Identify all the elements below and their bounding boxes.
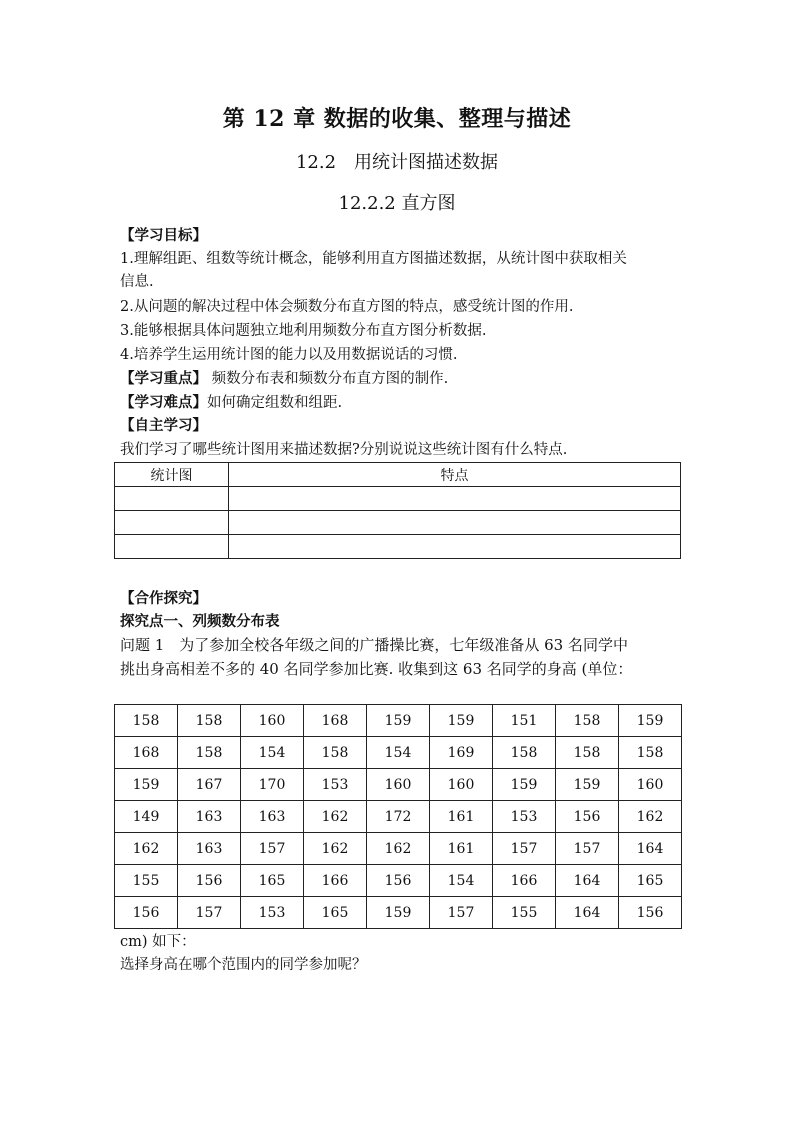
- problem-line: 挑出身高相差不多的 40 名同学参加比赛. 收集到这 63 名同学的身高 (单位：: [120, 660, 633, 678]
- table-row: [115, 487, 681, 511]
- key-point: [120, 368, 690, 390]
- height-cell: 160: [430, 769, 493, 801]
- subsection-title: 12.2.2 直方图: [338, 193, 456, 214]
- goal-item: 3.能够根据具体问题独立地利用频数分布直方图分析数据.: [120, 323, 487, 339]
- height-cell: 159: [367, 897, 430, 929]
- table-cell[interactable]: [115, 535, 229, 559]
- height-cell: 156: [178, 865, 241, 897]
- height-cell: 168: [304, 705, 367, 737]
- goal-item: 4.培养学生运用统计图的能力以及用数据说话的习惯.: [120, 347, 458, 363]
- height-cell: 166: [493, 865, 556, 897]
- height-cell: 156: [556, 801, 619, 833]
- problem-line: 问题 1 为了参加全校各年级之间的广播操比赛，七年级准备从 63 名同学中: [120, 636, 628, 654]
- goal-item: 1.理解组距、组数等统计概念，能够利用直方图描述数据，从统计图中获取相关: [120, 251, 627, 267]
- height-cell: 162: [367, 833, 430, 865]
- table-row: [115, 833, 682, 865]
- height-cell: 158: [556, 737, 619, 769]
- height-cell: 160: [619, 769, 682, 801]
- height-cell: 163: [178, 801, 241, 833]
- height-cell: 163: [241, 801, 304, 833]
- cooperation-heading: 【合作探究】: [120, 590, 207, 607]
- height-cell: 165: [304, 897, 367, 929]
- table-row: [115, 865, 682, 897]
- table-row: [115, 769, 682, 801]
- height-cell: 158: [178, 705, 241, 737]
- table-row: [115, 535, 681, 559]
- height-cell: 159: [619, 705, 682, 737]
- height-cell: 159: [493, 769, 556, 801]
- height-cell: 161: [430, 801, 493, 833]
- table-cell[interactable]: [115, 511, 229, 535]
- difficulty-label: 【学习难点】: [120, 394, 207, 411]
- table-cell[interactable]: [229, 535, 681, 559]
- height-cell: 158: [556, 705, 619, 737]
- table-header: 统计图: [115, 463, 229, 487]
- goals-heading: 【学习目标】: [120, 227, 207, 244]
- height-cell: 159: [430, 705, 493, 737]
- height-cell: 169: [430, 737, 493, 769]
- height-cell: 157: [430, 897, 493, 929]
- table-row: [115, 511, 681, 535]
- table-row: [115, 705, 682, 737]
- height-cell: 168: [115, 737, 178, 769]
- height-cell: 154: [430, 865, 493, 897]
- height-cell: 162: [619, 801, 682, 833]
- difficulty-text: 如何确定组数和组距.: [207, 395, 343, 411]
- self-study-heading: 【自主学习】: [120, 417, 207, 434]
- goal-item: 信息.: [120, 274, 154, 290]
- height-cell: 165: [619, 865, 682, 897]
- table-cell[interactable]: [229, 487, 681, 511]
- difficulty: [120, 392, 690, 414]
- height-cell: 153: [493, 801, 556, 833]
- height-cell: 154: [241, 737, 304, 769]
- height-cell: 154: [367, 737, 430, 769]
- table-row: [115, 801, 682, 833]
- height-cell: 156: [367, 865, 430, 897]
- unit-note: cm) 如下：: [120, 934, 196, 950]
- height-cell: 159: [367, 705, 430, 737]
- key-point-text: 频数分布表和频数分布直方图的制作.: [207, 371, 449, 387]
- height-cell: 163: [178, 833, 241, 865]
- exploration-point: 探究点一、列频数分布表: [120, 613, 280, 630]
- height-cell: 155: [493, 897, 556, 929]
- height-cell: 158: [619, 737, 682, 769]
- height-cell: 159: [556, 769, 619, 801]
- height-cell: 151: [493, 705, 556, 737]
- height-cell: 156: [619, 897, 682, 929]
- height-cell: 164: [556, 865, 619, 897]
- chapter-title: 第 12 章 数据的收集、整理与描述: [222, 106, 572, 132]
- height-cell: 158: [493, 737, 556, 769]
- height-cell: 149: [115, 801, 178, 833]
- height-cell: 166: [304, 865, 367, 897]
- height-cell: 161: [430, 833, 493, 865]
- height-cell: 158: [178, 737, 241, 769]
- height-cell: 157: [241, 833, 304, 865]
- goal-item: 2.从问题的解决过程中体会频数分布直方图的特点，感受统计图的作用.: [120, 299, 574, 315]
- height-cell: 153: [241, 897, 304, 929]
- height-cell: 162: [115, 833, 178, 865]
- section-title: 12.2 用统计图描述数据: [295, 152, 499, 173]
- height-cell: 158: [115, 705, 178, 737]
- height-cell: 172: [367, 801, 430, 833]
- table-row: [115, 897, 682, 929]
- height-cell: 160: [367, 769, 430, 801]
- height-cell: 155: [115, 865, 178, 897]
- table-cell[interactable]: [115, 487, 229, 511]
- height-cell: 157: [556, 833, 619, 865]
- heights-table: [114, 704, 682, 929]
- height-cell: 162: [304, 801, 367, 833]
- height-cell: 165: [241, 865, 304, 897]
- table-header: 特点: [229, 463, 681, 487]
- height-cell: 170: [241, 769, 304, 801]
- chart-types-table: [114, 462, 681, 559]
- height-cell: 162: [304, 833, 367, 865]
- self-study-question: 我们学习了哪些统计图用来描述数据?分别说说这些统计图有什么特点.: [120, 442, 568, 458]
- table-cell[interactable]: [229, 511, 681, 535]
- height-cell: 158: [304, 737, 367, 769]
- height-cell: 156: [115, 897, 178, 929]
- height-cell: 157: [493, 833, 556, 865]
- key-point-label: 【学习重点】: [120, 370, 207, 387]
- height-cell: 164: [556, 897, 619, 929]
- table-row: [115, 737, 682, 769]
- height-cell: 164: [619, 833, 682, 865]
- height-cell: 153: [304, 769, 367, 801]
- height-cell: 157: [178, 897, 241, 929]
- height-cell: 159: [115, 769, 178, 801]
- range-question: 选择身高在哪个范围内的同学参加呢？: [120, 957, 367, 973]
- height-cell: 160: [241, 705, 304, 737]
- height-cell: 167: [178, 769, 241, 801]
